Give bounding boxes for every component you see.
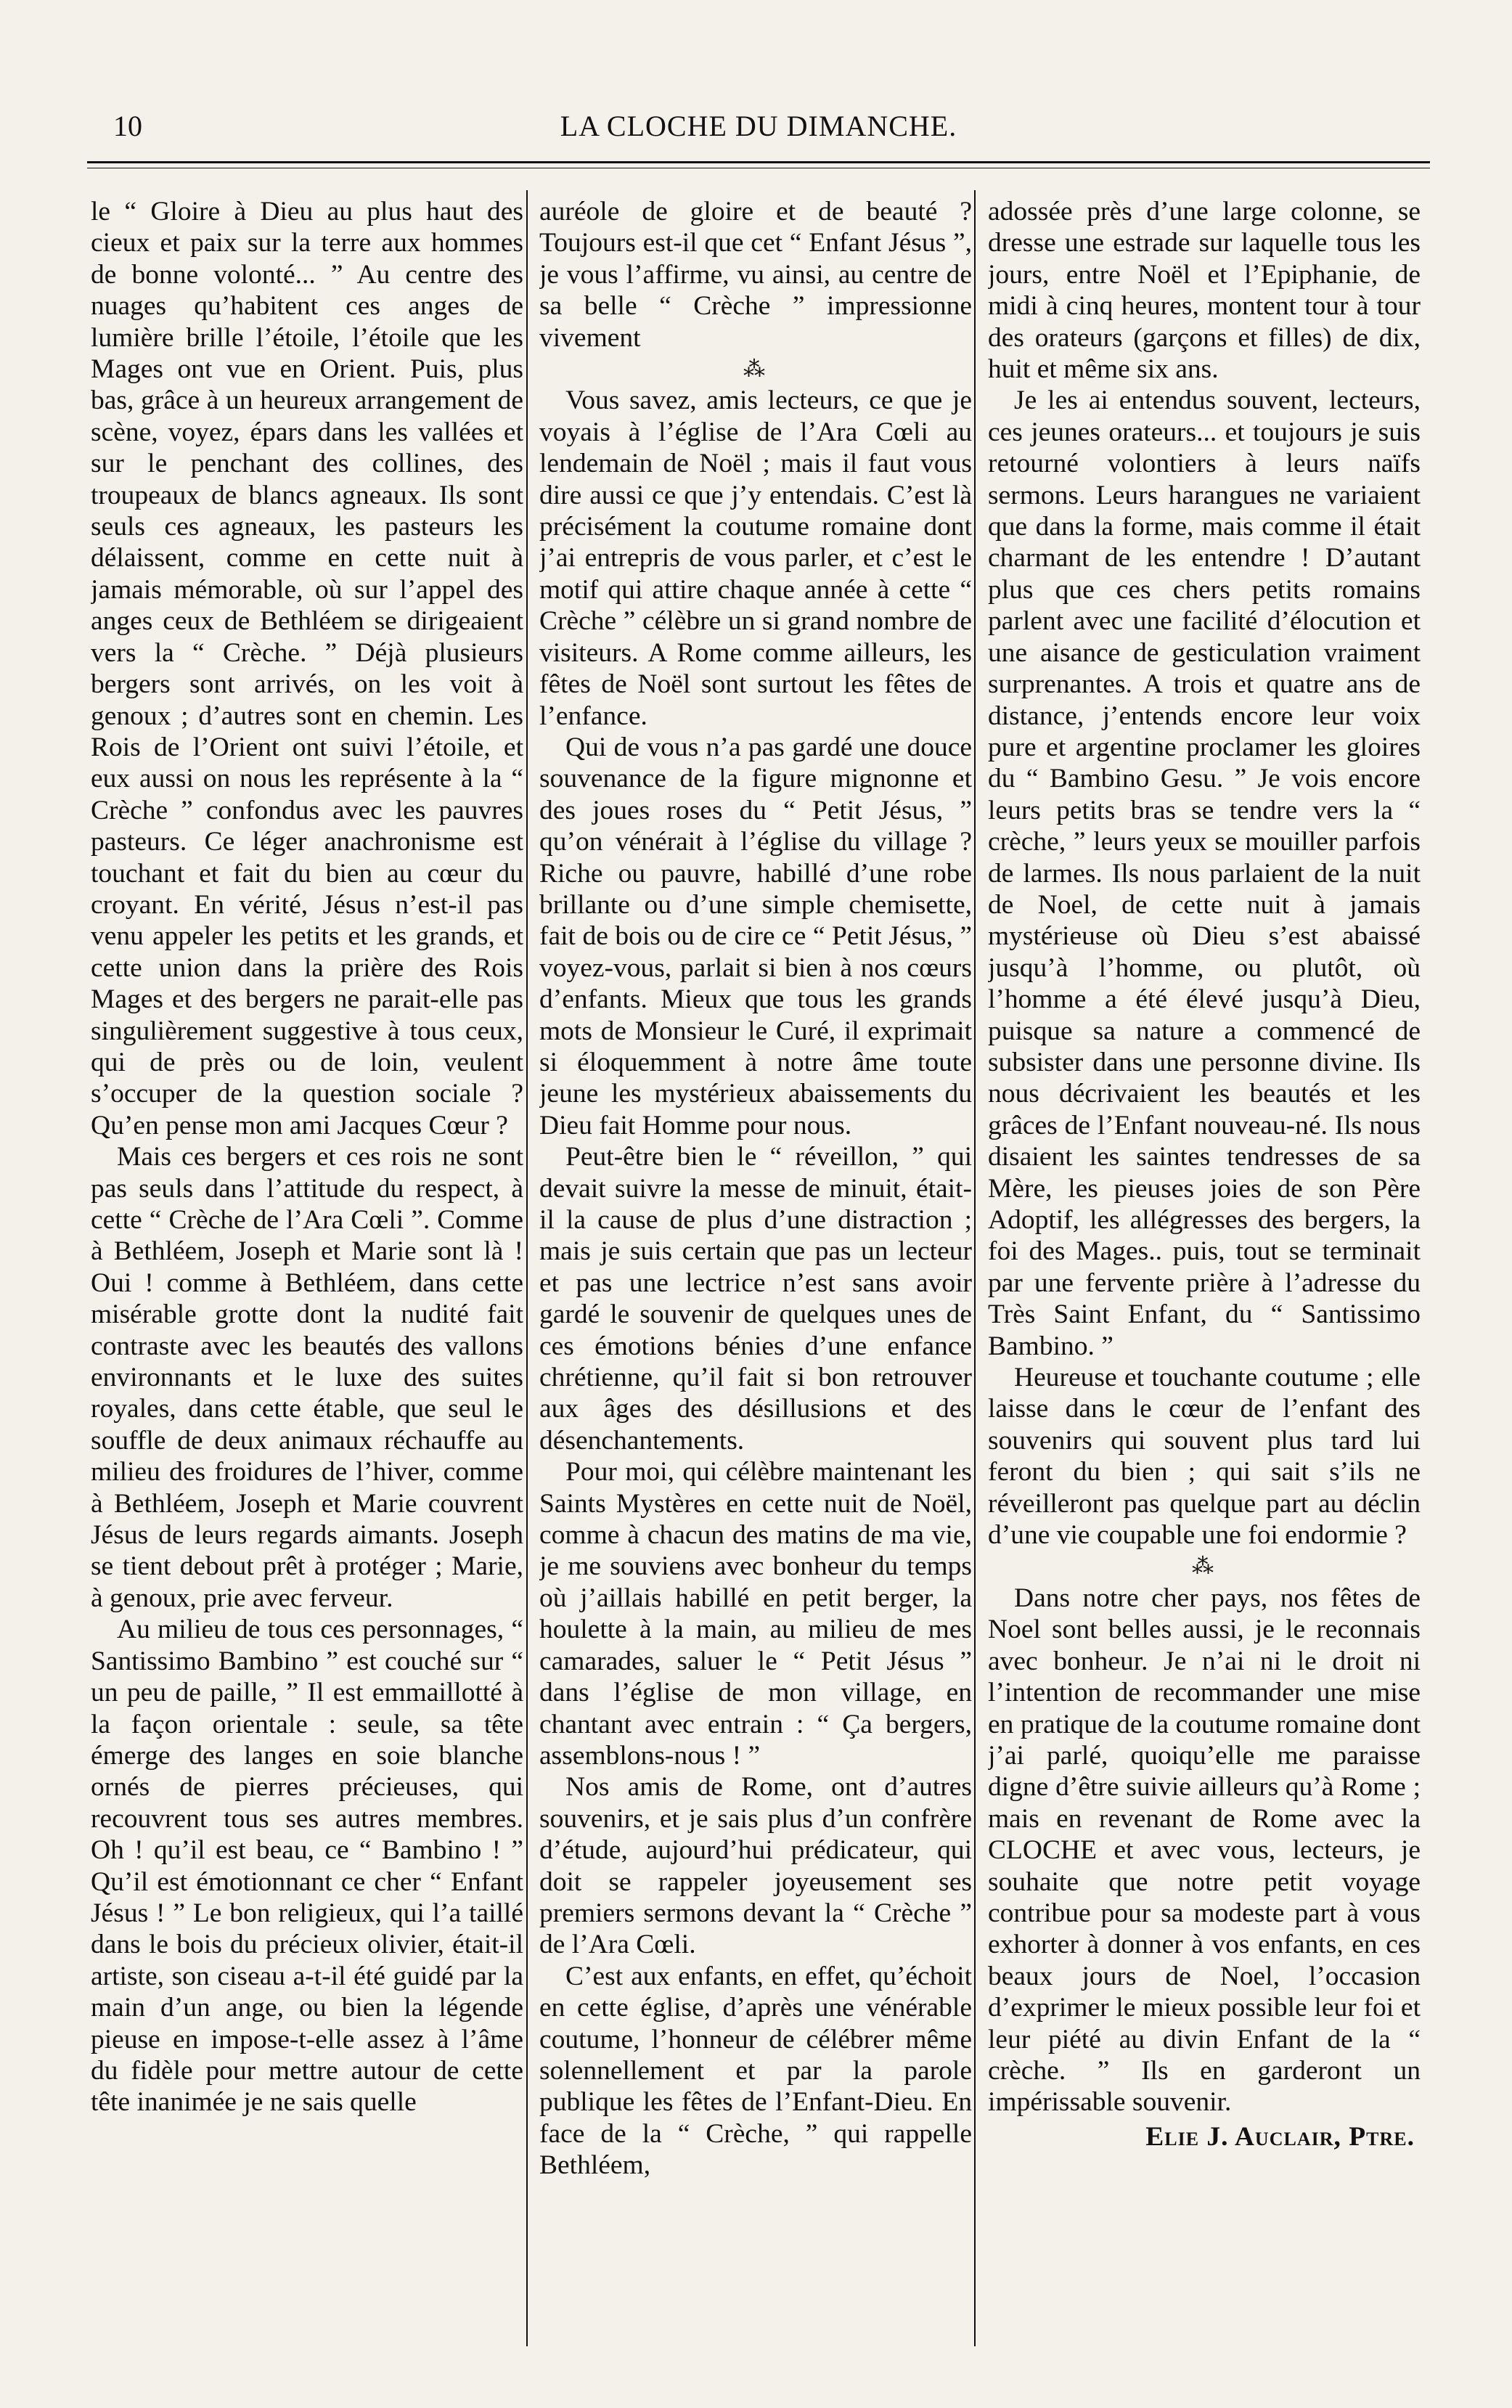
asterism-separator: ⁂	[743, 357, 768, 382]
paragraph: Mais ces bergers et ces rois ne sont pas seuls dans l’attitude du respect, à cette “ Crèche de l’Ara Cœli ”. Comme à Bethléem, Joseph et Marie sont là ! Oui ! comme à Bethléem, dans cette misérable grotte dont la nudité fait contraste avec les beautés des vallons environnants et le luxe des suites royales, dans cette étable, que seul le souffle de deux animaux réchauffe au milieu des froidures de l’hiver, comme à Bethléem, Joseph et Marie couvrent Jésus de leurs regards aimants. Joseph se tient debout prêt à protéger ; Marie, à genoux, prie avec ferveur.	[91, 1142, 523, 1613]
running-title: LA CLOCHE DU DIMANCHE.	[560, 110, 957, 142]
asterism-separator: ⁂	[1192, 1554, 1217, 1579]
paragraph: Dans notre cher pays, nos fêtes de Noel sont belles aussi, je le reconnais avec bonheur. Je n’ai ni le droit ni l’intention de recommander une mise en pratique de la coutume romaine dont j’ai parlé, quoiqu’elle me paraisse digne d’être suivie ailleurs qu’à Rome ; mais en revenant de Rome avec la CLOCHE et avec vous, lecteurs, je souhaite que notre petit voyage contribue pour sa modeste part à vous exhorter à donner à vos enfants, en ces beaux jours de Noel, l’occasion d’exprimer le mieux possible leur foi et leur piété au divin Enfant de la “ crèche. ” Ils en garderont un impérissable souvenir.	[988, 1583, 1421, 2118]
paragraph: C’est aux enfants, en effet, qu’échoit en cette église, d’après une vénérable coutume, l’honneur de célébrer même solennellement et par la parole publique les fêtes de l’Enfant-Dieu. En face de la “ Crèche, ” qui rappelle Bethléem,	[539, 1961, 972, 2181]
paragraph: Nos amis de Rome, ont d’autres souvenirs, et je sais plus d’un confrère d’étude, aujourd’hui prédicateur, qui doit se rappeler joyeusement ses premiers sermons devant la “ Crèche ” de l’Ara Cœli.	[539, 1772, 972, 1960]
paragraph: le “ Gloire à Dieu au plus haut des cieux et paix sur la terre aux hommes de bonne volonté... ” Au centre des nuages qu’habitent ces anges de lumière brille l’étoile, l’étoile que les Mages ont vue en Orient. Puis, plus bas, grâce à un heureux arrangement de scène, voyez, épars dans les vallées et sur le penchant des collines, des troupeaux de blancs agneaux. Ils sont seuls ces agneaux, les pasteurs les délaissent, comme en cette nuit à jamais mémorable, où sur l’appel des anges ceux de Bethléem se dirigeaient vers la “ Crèche. ” Déjà plusieurs bergers sont arrivés, on les voit à genoux ; d’autres sont en chemin. Les Rois de l’Orient ont suivi l’étoile, et eux aussi on nous les représente à la “ Crèche ” confondus avec les pauvres pasteurs. Ce léger anachronisme est touchant et fait du bien au cœur du croyant. En vérité, Jésus n’est-il pas venu appeler les petits et les grands, et cette union dans la prière des Rois Mages et des bergers ne parait-elle pas singulièrement suggestive à tous ceux, qui de près ou de loin, veulent s’occuper de la question sociale ? Qu’en pense mon ami Jacques Cœur ?	[91, 197, 523, 1140]
page-header	[87, 109, 1430, 152]
paragraph: Vous savez, amis lecteurs, ce que je voyais à l’église de l’Ara Cœli au lendemain de Noël ; mais il faut vous dire aussi ce que j’y entendais. C’est là précisément la coutume romaine dont j’ai entrepris de vous parler, et c’est le motif qui attire chaque année à cette “ Crèche ” célèbre un si grand nombre de visiteurs. A Rome comme ailleurs, les fêtes de Noël sont surtout les fêtes de l’enfance.	[539, 385, 972, 731]
header-rule-thick	[87, 161, 1430, 163]
paragraph: auréole de gloire et de beauté ? Toujours est-il que cet “ Enfant Jésus ”, je vous l’affirme, vu ainsi, au centre de sa belle “ Crèche ” impressionne vivement	[539, 197, 972, 353]
article-column-2	[539, 196, 972, 2367]
article-column-3	[988, 196, 1421, 2367]
column-divider-2	[974, 190, 976, 2346]
paragraph: Peut-être bien le “ réveillon, ” qui devait suivre la messe de minuit, était-il la cause de plus d’une distraction ; mais je suis certain que pas un lecteur et pas une lectrice n’est sans avoir gardé le souvenir de quelques unes de ces émotions bénies d’une enfance chrétienne, qu’il fait si bon retrouver aux âges des désillusions et des désenchantements.	[539, 1142, 972, 1456]
paragraph: adossée près d’une large colonne, se dresse une estrade sur laquelle tous les jours, entre Noël et l’Epiphanie, de midi à cinq heures, montent tour à tour des orateurs (garçons et filles) de dix, huit et même six ans.	[988, 197, 1421, 385]
article-column-1	[91, 196, 523, 2367]
paragraph: Heureuse et touchante coutume ; elle laisse dans le cœur de l’enfant des souvenirs qui souvent plus tard lui feront du bien ; qui sait s’ils ne réveilleront pas quelque part au déclin d’une vie coupable une foi endormie ?	[988, 1363, 1421, 1551]
paragraph: Pour moi, qui célèbre maintenant les Saints Mystères en cette nuit de Noël, comme à chacun des matins de ma vie, je me souviens avec bonheur du temps où j’aillais habillé en petit berger, la houlette à la main, au milieu de mes camarades, saluer le “ Petit Jésus ” dans l’église de mon village, en chantant avec entrain : “ Ça bergers, assemblons-nous ! ”	[539, 1457, 972, 1771]
paragraph: Au milieu de tous ces personnages, “ Santissimo Bambino ” est couché sur “ un peu de paille, ” Il est emmaillotté à la façon orientale : seule, sa tête émerge des langes en soie blanche ornés de pierres précieuses, qui recouvrent tous ses autres membres. Oh ! qu’il est beau, ce “ Bambino ! ” Qu’il est émotionnant ce cher “ Enfant Jésus ! ” Le bon religieux, qui l’a taillé dans le bois du précieux olivier, était-il artiste, son ciseau a-t-il été guidé par la main d’un ange, ou bien la légende pieuse en impose-t-elle assez à l’âme du fidèle pour mettre autour de cette tête inanimée je ne sais quelle	[91, 1615, 523, 2118]
column-divider-1	[526, 190, 528, 2346]
paragraph: Qui de vous n’a pas gardé une douce souvenance de la figure mignonne et des joues roses du “ Petit Jésus, ” qu’on vénérait à l’église du village ? Riche ou pauvre, habillé d’une robe brillante ou d’une simple chemisette, fait de bois ou de cire ce “ Petit Jésus, ” voyez-vous, parlait si bien à nos cœurs d’enfants. Mieux que tous les grands mots de Monsieur le Curé, il exprimait si éloquemment à notre âme toute jeune les mystérieux abaissements du Dieu fait Homme pour nous.	[539, 732, 972, 1140]
paragraph: Je les ai entendus souvent, lecteurs, ces jeunes orateurs... et toujours je suis retourné volontiers à leurs naïfs sermons. Leurs harangues ne variaient que dans la forme, mais comme il était charmant de les entendre ! D’autant plus que ces chers petits romains parlent avec une facilité d’élocution et une aisance de gesticulation vraiment surprenantes. A trois et quatre ans de distance, j’entends encore leur voix pure et argentine proclamer les gloires du “ Bambino Gesu. ” Je vois encore leurs petits bras se tendre vers la “ crèche, ” leurs yeux se mouiller parfois de larmes. Ils nous parlaient de la nuit de Noel, de cette nuit à jamais mystérieuse où Dieu s’est abaissé jusqu’à l’homme, ou plutôt, où l’homme a été élevé jusqu’à Dieu, puisque sa nature a commencé de subsister dans une personne divine. Ils nous décrivaient les beautés et les grâces de l’Enfant nouveau-né. Ils nous disaient les saintes tendresses de sa Mère, les pieuses joies de son Père Adoptif, les allégresses des bergers, la foi des Mages.. puis, tout se terminait par une fervente prière à l’adresse du Très Saint Enfant, du “ Santissimo Bambino. ”	[988, 385, 1421, 1361]
page-number: 10	[113, 110, 142, 142]
author-signature: Elie J. Auclair, Ptre.	[1145, 2121, 1415, 2152]
